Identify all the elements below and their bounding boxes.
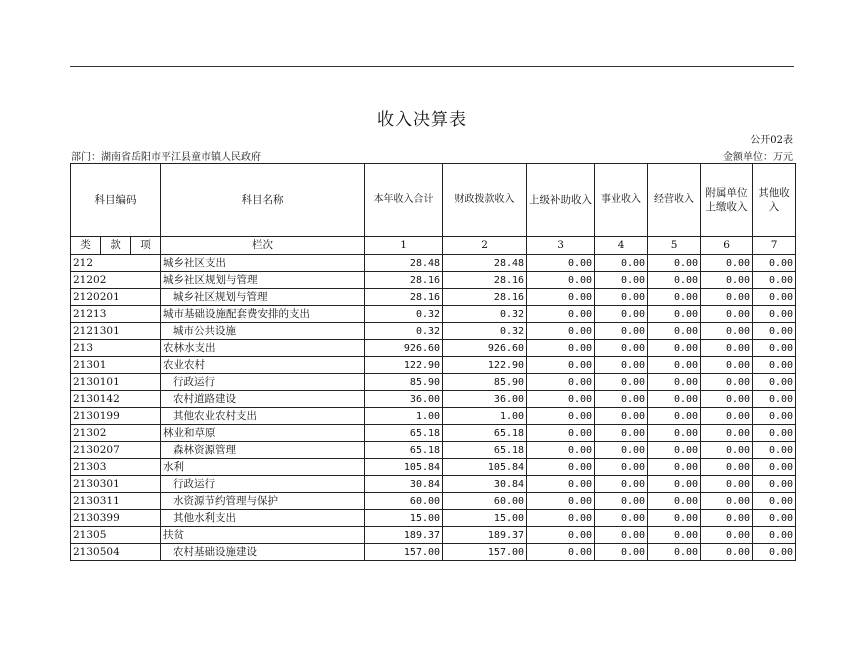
index-lei: 类 [71,237,101,255]
amount-cell-col-7: 0.00 [753,340,796,357]
amount-cell-col-2: 105.84 [443,459,527,476]
amount-cell-col-5: 0.00 [648,374,701,391]
subject-name-cell: 城乡社区支出 [161,255,365,272]
amount-cell-col-5: 0.00 [648,289,701,306]
subject-code-cell: 2130311 [71,493,161,510]
amount-cell-col-2: 65.18 [443,442,527,459]
amount-cell-col-4: 0.00 [595,527,648,544]
amount-cell-col-1: 85.90 [365,374,443,391]
amount-cell-col-3: 0.00 [527,510,595,527]
amount-cell-col-6: 0.00 [701,476,753,493]
amount-cell-col-1: 105.84 [365,459,443,476]
subject-code-cell: 21303 [71,459,161,476]
table-row [71,272,796,289]
subject-code-cell: 213 [71,340,161,357]
amount-cell-col-2: 15.00 [443,510,527,527]
amount-cell-col-1: 28.48 [365,255,443,272]
amount-cell-col-4: 0.00 [595,459,648,476]
subject-code-cell: 212 [71,255,161,272]
amount-cell-col-5: 0.00 [648,442,701,459]
amount-cell-col-1: 36.00 [365,391,443,408]
table-row [71,442,796,459]
subject-code-cell: 2120201 [71,289,161,306]
subject-name-cell: 其他农业农村支出 [161,408,365,425]
amount-cell-col-1: 189.37 [365,527,443,544]
amount-cell-col-6: 0.00 [701,510,753,527]
subject-name-cell: 城乡社区规划与管理 [161,289,365,306]
amount-cell-col-7: 0.00 [753,357,796,374]
header-subject-name: 科目名称 [161,164,365,237]
amount-cell-col-5: 0.00 [648,408,701,425]
amount-cell-col-7: 0.00 [753,272,796,289]
header-other-income: 其他收入 [753,164,796,237]
subject-code-cell: 21213 [71,306,161,323]
amount-cell-col-6: 0.00 [701,425,753,442]
amount-cell-col-3: 0.00 [527,289,595,306]
amount-cell-col-2: 122.90 [443,357,527,374]
amount-cell-col-5: 0.00 [648,357,701,374]
amount-cell-col-3: 0.00 [527,374,595,391]
subject-code-cell: 21202 [71,272,161,289]
header-superior-subsidy: 上级补助收入 [527,164,595,237]
amount-cell-col-5: 0.00 [648,323,701,340]
subject-name-cell: 水资源节约管理与保护 [161,493,365,510]
amount-cell-col-7: 0.00 [753,289,796,306]
amount-cell-col-3: 0.00 [527,323,595,340]
amount-cell-col-7: 0.00 [753,510,796,527]
amount-cell-col-2: 0.32 [443,323,527,340]
amount-cell-col-4: 0.00 [595,476,648,493]
amount-cell-col-1: 28.16 [365,289,443,306]
amount-cell-col-5: 0.00 [648,493,701,510]
amount-cell-col-4: 0.00 [595,323,648,340]
subject-code-cell: 2130142 [71,391,161,408]
amount-cell-col-3: 0.00 [527,272,595,289]
amount-cell-col-7: 0.00 [753,306,796,323]
table-row [71,255,796,272]
amount-cell-col-3: 0.00 [527,544,595,561]
amount-cell-col-5: 0.00 [648,476,701,493]
amount-cell-col-1: 65.18 [365,442,443,459]
amount-cell-col-4: 0.00 [595,425,648,442]
amount-cell-col-2: 85.90 [443,374,527,391]
department-label: 部门：湖南省岳阳市平江县童市镇人民政府 [71,152,261,163]
header-business-income: 事业收入 [595,164,648,237]
amount-cell-col-4: 0.00 [595,493,648,510]
amount-cell-col-2: 28.48 [443,255,527,272]
subject-code-cell: 21305 [71,527,161,544]
subject-name-cell: 森林资源管理 [161,442,365,459]
amount-cell-col-1: 926.60 [365,340,443,357]
amount-cell-col-3: 0.00 [527,442,595,459]
table-row [71,340,796,357]
amount-cell-col-4: 0.00 [595,544,648,561]
amount-cell-col-6: 0.00 [701,527,753,544]
amount-cell-col-2: 28.16 [443,272,527,289]
amount-cell-col-3: 0.00 [527,425,595,442]
amount-cell-col-7: 0.00 [753,442,796,459]
subject-name-cell: 水利 [161,459,365,476]
amount-cell-col-1: 65.18 [365,425,443,442]
amount-cell-col-6: 0.00 [701,459,753,476]
table-row [71,476,796,493]
amount-cell-col-4: 0.00 [595,442,648,459]
header-operating-income: 经营收入 [648,164,701,237]
amount-cell-col-5: 0.00 [648,544,701,561]
top-rule [70,66,794,67]
amount-cell-col-5: 0.00 [648,391,701,408]
amount-cell-col-5: 0.00 [648,272,701,289]
table-row [71,357,796,374]
amount-cell-col-5: 0.00 [648,527,701,544]
amount-cell-col-5: 0.00 [648,510,701,527]
amount-cell-col-7: 0.00 [753,459,796,476]
table-row [71,289,796,306]
amount-cell-col-7: 0.00 [753,408,796,425]
amount-cell-col-3: 0.00 [527,255,595,272]
amount-cell-col-6: 0.00 [701,391,753,408]
subject-code-cell: 2130199 [71,408,161,425]
amount-cell-col-6: 0.00 [701,306,753,323]
amount-cell-col-7: 0.00 [753,425,796,442]
amount-cell-col-2: 60.00 [443,493,527,510]
amount-cell-col-5: 0.00 [648,459,701,476]
header-row [71,164,796,237]
subject-name-cell: 行政运行 [161,476,365,493]
header-fiscal-income: 财政拨款收入 [443,164,527,237]
amount-cell-col-4: 0.00 [595,391,648,408]
amount-cell-col-3: 0.00 [527,357,595,374]
subject-name-cell: 扶贫 [161,527,365,544]
header-subject-code: 科目编码 [71,164,161,237]
amount-cell-col-2: 926.60 [443,340,527,357]
amount-cell-col-5: 0.00 [648,306,701,323]
amount-cell-col-5: 0.00 [648,340,701,357]
amount-unit-label: 金额单位：万元 [723,152,793,163]
amount-cell-col-1: 60.00 [365,493,443,510]
amount-cell-col-7: 0.00 [753,544,796,561]
subject-code-cell: 2130207 [71,442,161,459]
subject-name-cell: 林业和草原 [161,425,365,442]
table-row [71,544,796,561]
amount-cell-col-3: 0.00 [527,340,595,357]
subject-name-cell: 农村道路建设 [161,391,365,408]
amount-cell-col-1: 30.84 [365,476,443,493]
amount-cell-col-3: 0.00 [527,459,595,476]
subject-name-cell: 城市公共设施 [161,323,365,340]
amount-cell-col-2: 1.00 [443,408,527,425]
table-row [71,510,796,527]
amount-cell-col-2: 36.00 [443,391,527,408]
table-row [71,527,796,544]
amount-cell-col-7: 0.00 [753,493,796,510]
index-col-3: 3 [527,237,595,255]
amount-cell-col-6: 0.00 [701,289,753,306]
amount-cell-col-1: 15.00 [365,510,443,527]
subject-name-cell: 农林水支出 [161,340,365,357]
amount-cell-col-1: 157.00 [365,544,443,561]
amount-cell-col-4: 0.00 [595,340,648,357]
amount-cell-col-4: 0.00 [595,357,648,374]
table-row [71,459,796,476]
index-col-1: 1 [365,237,443,255]
index-col-6: 6 [701,237,753,255]
amount-cell-col-6: 0.00 [701,357,753,374]
income-table [70,163,796,561]
subject-name-cell: 其他水利支出 [161,510,365,527]
table-row [71,408,796,425]
amount-cell-col-6: 0.00 [701,493,753,510]
amount-cell-col-2: 0.32 [443,306,527,323]
subject-name-cell: 城市基础设施配套费安排的支出 [161,306,365,323]
header-total-income: 本年收入合计 [365,164,443,237]
table-row [71,323,796,340]
subject-code-cell: 21301 [71,357,161,374]
subject-code-cell: 2130301 [71,476,161,493]
amount-cell-col-4: 0.00 [595,272,648,289]
amount-cell-col-6: 0.00 [701,255,753,272]
amount-cell-col-6: 0.00 [701,442,753,459]
amount-cell-col-4: 0.00 [595,510,648,527]
amount-cell-col-6: 0.00 [701,374,753,391]
index-col-5: 5 [648,237,701,255]
amount-cell-col-1: 1.00 [365,408,443,425]
index-col-4: 4 [595,237,648,255]
table-row [71,425,796,442]
amount-cell-col-4: 0.00 [595,255,648,272]
subject-name-cell: 行政运行 [161,374,365,391]
amount-cell-col-7: 0.00 [753,391,796,408]
amount-cell-col-6: 0.00 [701,323,753,340]
amount-cell-col-3: 0.00 [527,391,595,408]
amount-cell-col-2: 189.37 [443,527,527,544]
table-row [71,306,796,323]
index-kuan: 款 [101,237,131,255]
table-row [71,374,796,391]
index-row [71,237,796,255]
table-body [71,255,796,561]
subject-code-cell: 2130504 [71,544,161,561]
amount-cell-col-4: 0.00 [595,306,648,323]
index-lanci: 栏次 [161,237,365,255]
amount-cell-col-3: 0.00 [527,493,595,510]
index-col-7: 7 [753,237,796,255]
amount-cell-col-1: 122.90 [365,357,443,374]
amount-cell-col-1: 0.32 [365,306,443,323]
amount-cell-col-7: 0.00 [753,476,796,493]
amount-cell-col-7: 0.00 [753,323,796,340]
amount-cell-col-1: 0.32 [365,323,443,340]
amount-cell-col-7: 0.00 [753,255,796,272]
amount-cell-col-2: 28.16 [443,289,527,306]
amount-cell-col-6: 0.00 [701,272,753,289]
amount-cell-col-3: 0.00 [527,408,595,425]
amount-cell-col-1: 28.16 [365,272,443,289]
header-affiliate-income: 附属单位上缴收入 [701,164,753,237]
amount-cell-col-6: 0.00 [701,340,753,357]
amount-cell-col-6: 0.00 [701,408,753,425]
amount-cell-col-2: 157.00 [443,544,527,561]
amount-cell-col-4: 0.00 [595,374,648,391]
amount-cell-col-3: 0.00 [527,306,595,323]
amount-cell-col-5: 0.00 [648,425,701,442]
amount-cell-col-6: 0.00 [701,544,753,561]
amount-cell-col-5: 0.00 [648,255,701,272]
index-xiang: 项 [131,237,161,255]
amount-cell-col-3: 0.00 [527,476,595,493]
table-row [71,493,796,510]
amount-cell-col-2: 30.84 [443,476,527,493]
subject-name-cell: 农业农村 [161,357,365,374]
amount-cell-col-3: 0.00 [527,527,595,544]
subject-name-cell: 城乡社区规划与管理 [161,272,365,289]
page-title: 收入决算表 [377,110,467,130]
amount-cell-col-7: 0.00 [753,527,796,544]
table-row [71,391,796,408]
form-number: 公开02表 [750,135,793,146]
amount-cell-col-2: 65.18 [443,425,527,442]
amount-cell-col-7: 0.00 [753,374,796,391]
subject-code-cell: 2130101 [71,374,161,391]
subject-code-cell: 2121301 [71,323,161,340]
amount-cell-col-4: 0.00 [595,289,648,306]
subject-code-cell: 21302 [71,425,161,442]
subject-name-cell: 农村基础设施建设 [161,544,365,561]
amount-cell-col-4: 0.00 [595,408,648,425]
index-col-2: 2 [443,237,527,255]
subject-code-cell: 2130399 [71,510,161,527]
